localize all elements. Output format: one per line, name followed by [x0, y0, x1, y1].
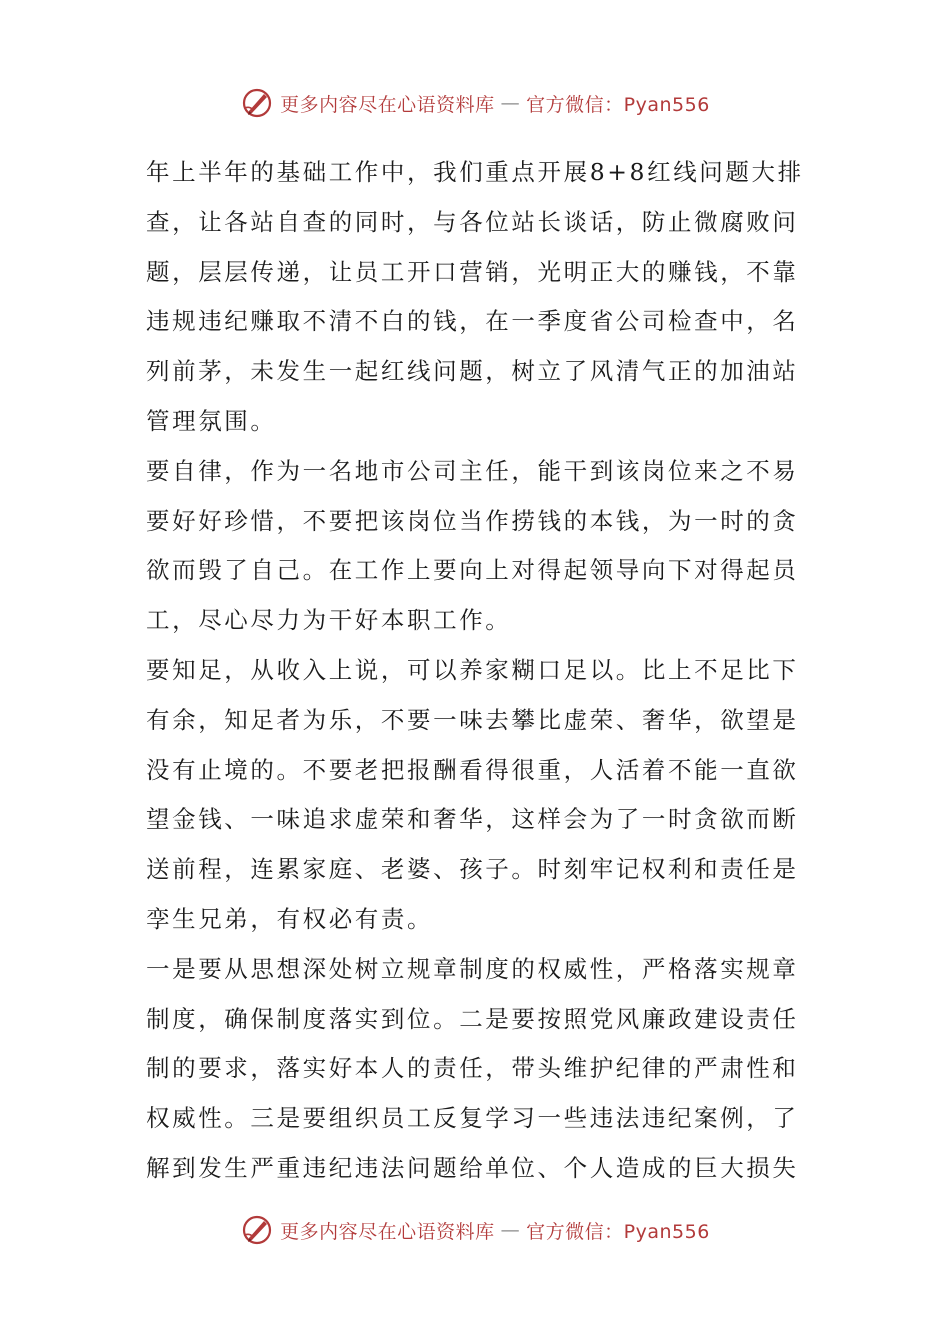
document-body [146, 148, 810, 1194]
pen-logo-icon [240, 1213, 274, 1247]
paragraph-2: 要自律，作为一名地市公司主任，能干到该岗位来之不易要好好珍惜，不要把该岗位当作捞钱的本钱，为一时的贪欲而毁了自己。在工作上要向上对得起领导向下对得起员工，尽心尽力为干好本职工作。 [146, 456, 799, 635]
watermark-separator: — [500, 92, 521, 114]
watermark-text: 更多内容尽在心语资料库 [280, 93, 495, 116]
watermark-contact: 官方微信：Pyan556 [526, 1220, 710, 1243]
watermark-contact: 官方微信：Pyan556 [526, 93, 710, 116]
footer-watermark [0, 1213, 950, 1247]
paragraph-1: 年上半年的基础工作中，我们重点开展8+8红线问题大排查，让各站自查的同时，与各位站长谈话，防止微腐败问题，层层传递，让员工开口营销，光明正大的赚钱，不靠违规违纪赚取不清不白的钱，在一季度省公司检查中，名列前茅，未发生一起红线问题，树立了风清气正的加油站管理氛围。 [146, 158, 804, 435]
paragraph-4: 一是要从思想深处树立规章制度的权威性，严格落实规章制度，确保制度落实到位。二是要按照党风廉政建设责任制的要求，落实好本人的责任，带头维护纪律的严肃性和权威性。三是要组织员工反复学习一些违法违纪案例，了解到发生严重违纪违法问题给单位、个人造成的巨大损失 [146, 954, 799, 1182]
pen-logo-icon [240, 86, 274, 120]
watermark-text: 更多内容尽在心语资料库 [280, 1220, 495, 1243]
watermark-separator: — [500, 1219, 521, 1241]
paragraph-3: 要知足，从收入上说，可以养家糊口足以。比上不足比下有余，知足者为乐，不要一味去攀比虚荣、奢华，欲望是没有止境的。不要老把报酬看得很重，人活着不能一直欲望金钱、一味追求虚荣和奢华，这样会为了一时贪欲而断送前程，连累家庭、老婆、孩子。时刻牢记权利和责任是孪生兄弟，有权必有责。 [146, 655, 799, 933]
header-watermark [0, 86, 950, 120]
